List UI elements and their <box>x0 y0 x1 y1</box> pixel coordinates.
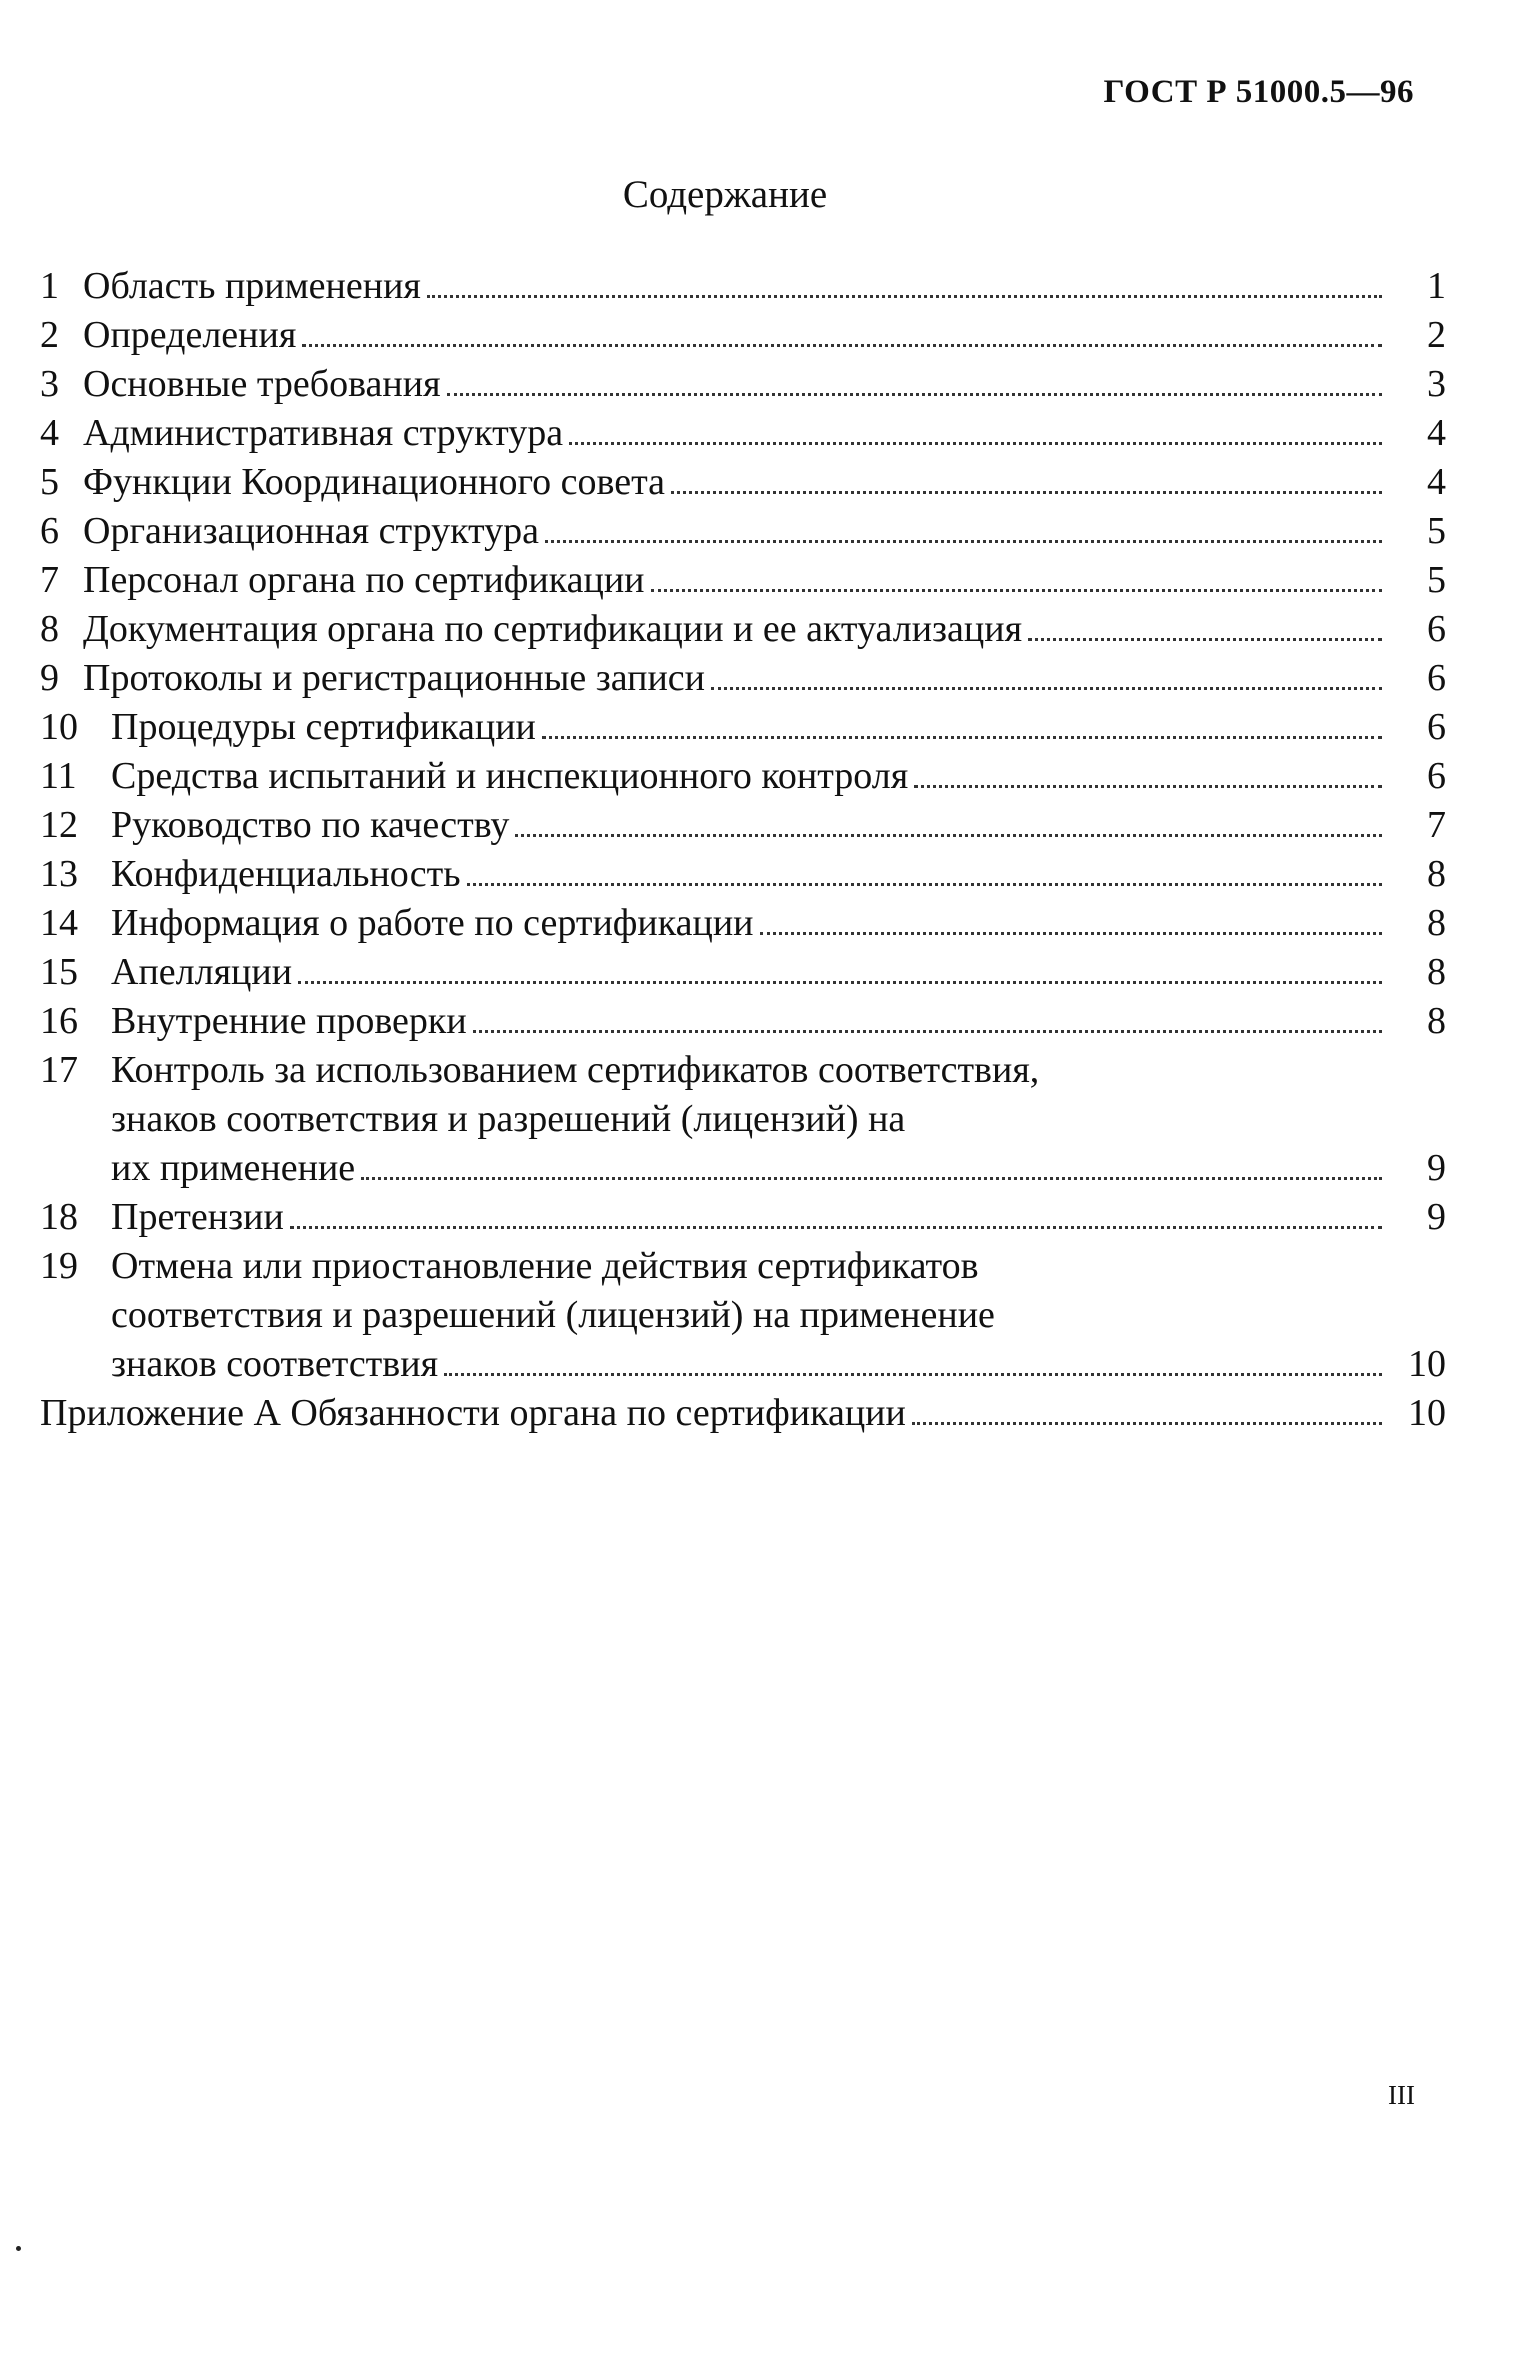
toc-entry[interactable] <box>40 409 1446 458</box>
toc-entry-title: Основные требования <box>83 363 441 405</box>
dot-leader <box>711 687 1382 690</box>
toc-entry[interactable] <box>40 360 1446 409</box>
toc-entry-page: 9 <box>1427 1147 1446 1189</box>
dot-leader <box>290 1226 1382 1229</box>
dot-leader <box>671 491 1382 494</box>
toc-entry-title: Функции Координационного совета <box>83 461 666 503</box>
toc-entry-page: 8 <box>1427 853 1446 895</box>
dot-leader <box>467 883 1382 886</box>
toc-entry-page: 3 <box>1427 363 1446 405</box>
toc-entry[interactable] <box>40 703 1446 752</box>
toc-entry-number: 11 <box>40 755 77 797</box>
dot-leader <box>473 1030 1382 1033</box>
toc-entry-title: Средства испытаний и инспекционного контроля <box>111 755 909 797</box>
toc-entry[interactable] <box>40 1193 1446 1242</box>
toc-entry-page: 5 <box>1427 559 1446 601</box>
toc-entry-title: Область применения <box>83 265 421 307</box>
toc-entry-page: 7 <box>1427 804 1446 846</box>
dot-leader <box>912 1422 1382 1425</box>
toc-entry[interactable] <box>40 654 1446 703</box>
toc-entry-page: 9 <box>1427 1196 1446 1238</box>
dot-leader <box>651 589 1382 592</box>
toc-entry-page: 6 <box>1427 608 1446 650</box>
toc-entry-title: Конфиденциальность <box>111 853 461 895</box>
dot-leader <box>1028 638 1382 641</box>
page-title: Содержание <box>622 173 828 216</box>
toc-entry-title: Информация о работе по сертификации <box>111 902 754 944</box>
toc-entry[interactable] <box>40 899 1446 948</box>
toc-entry-number: 9 <box>40 657 59 699</box>
toc-entry[interactable] <box>40 948 1446 997</box>
document-code: ГОСТ Р 51000.5—96 <box>1103 74 1414 110</box>
dot-leader <box>515 834 1382 837</box>
toc-entry-page: 1 <box>1427 265 1446 307</box>
scan-speck <box>16 2246 21 2251</box>
toc-entry-title: Персонал органа по сертификации <box>83 559 645 601</box>
toc-entry-number: 4 <box>40 412 59 454</box>
toc-entry-number: 14 <box>40 902 78 944</box>
toc-entry-title: Апелляции <box>111 951 293 993</box>
toc-entry-page: 10 <box>1408 1392 1446 1434</box>
toc-entry-appendix[interactable] <box>40 1389 1446 1438</box>
toc-entry-title: знаков соответствия и разрешений (лицензий) на <box>111 1098 906 1140</box>
toc-entry-number: 5 <box>40 461 59 503</box>
toc-entry[interactable] <box>40 997 1446 1046</box>
toc-entry-number: 13 <box>40 853 78 895</box>
toc-entry[interactable] <box>40 605 1446 654</box>
toc-entry[interactable] <box>40 556 1446 605</box>
toc-entry-page: 6 <box>1427 657 1446 699</box>
toc-entry-title: Организационная структура <box>83 510 539 552</box>
toc-entry-title: Контроль за использованием сертификатов соответствия, <box>111 1049 1040 1091</box>
toc-entry-title: Документация органа по сертификации и ее актуализация <box>83 608 1023 650</box>
dot-leader <box>760 932 1383 935</box>
toc-entry-title: знаков соответствия <box>111 1343 439 1385</box>
toc-entry-title: Руководство по качеству <box>111 804 510 846</box>
dot-leader <box>447 393 1382 396</box>
toc-entry-number: 6 <box>40 510 59 552</box>
toc-entry-line[interactable] <box>40 1144 1446 1193</box>
toc-entry-title: Внутренние проверки <box>111 1000 467 1042</box>
toc-entry-title: их применение <box>111 1147 356 1189</box>
dot-leader <box>427 295 1382 298</box>
toc-entry[interactable] <box>40 262 1446 311</box>
toc-entry-number: 17 <box>40 1049 78 1091</box>
toc-entry-number: 18 <box>40 1196 78 1238</box>
toc-entry-title: Определения <box>83 314 297 356</box>
toc-entry-page: 4 <box>1427 461 1446 503</box>
dot-leader <box>361 1177 1382 1180</box>
toc-entry-number: 1 <box>40 265 59 307</box>
toc-entry-number: 2 <box>40 314 59 356</box>
dot-leader <box>444 1373 1382 1376</box>
toc-entry-page: 8 <box>1427 1000 1446 1042</box>
toc-entry-page: 6 <box>1427 706 1446 748</box>
toc-entry-number: 7 <box>40 559 59 601</box>
toc-entry-title: Приложение А Обязанности органа по сертификации <box>40 1392 906 1434</box>
toc-entry-title: Административная структура <box>83 412 564 454</box>
toc-entry-page: 8 <box>1427 951 1446 993</box>
toc-entry-number: 3 <box>40 363 59 405</box>
table-of-contents <box>40 262 1446 1438</box>
dot-leader <box>914 785 1382 788</box>
toc-entry-number: 12 <box>40 804 78 846</box>
toc-entry-page: 6 <box>1427 755 1446 797</box>
toc-entry-title: соответствия и разрешений (лицензий) на применение <box>111 1294 995 1336</box>
toc-entry[interactable] <box>40 752 1446 801</box>
toc-entry[interactable] <box>40 507 1446 556</box>
toc-entry-title: Отмена или приостановление действия сертификатов <box>111 1245 979 1287</box>
toc-entry-page: 4 <box>1427 412 1446 454</box>
toc-entry-page: 8 <box>1427 902 1446 944</box>
toc-entry[interactable] <box>40 850 1446 899</box>
toc-entry-line[interactable] <box>40 1046 1446 1095</box>
toc-entry-page: 10 <box>1408 1343 1446 1385</box>
toc-entry[interactable] <box>40 801 1446 850</box>
toc-entry-page: 2 <box>1427 314 1446 356</box>
toc-entry-number: 10 <box>40 706 78 748</box>
toc-entry[interactable] <box>40 311 1446 360</box>
dot-leader <box>545 540 1382 543</box>
dot-leader <box>302 344 1382 347</box>
toc-entry-line[interactable] <box>40 1095 1446 1144</box>
dot-leader <box>298 981 1382 984</box>
toc-entry[interactable] <box>40 458 1446 507</box>
toc-entry-number: 16 <box>40 1000 78 1042</box>
dot-leader <box>542 736 1382 739</box>
toc-entry-title: Протоколы и регистрационные записи <box>83 657 705 699</box>
toc-entry-line[interactable] <box>40 1242 1446 1291</box>
dot-leader <box>569 442 1382 445</box>
toc-entry-page: 5 <box>1427 510 1446 552</box>
page-number: III <box>1388 2080 1415 2110</box>
toc-entry-line[interactable] <box>40 1340 1446 1389</box>
toc-entry-title: Претензии <box>111 1196 284 1238</box>
toc-entry-number: 15 <box>40 951 78 993</box>
toc-entry-number: 19 <box>40 1245 78 1287</box>
toc-entry-title: Процедуры сертификации <box>111 706 536 748</box>
toc-entry-number: 8 <box>40 608 59 650</box>
toc-entry-line[interactable] <box>40 1291 1446 1340</box>
